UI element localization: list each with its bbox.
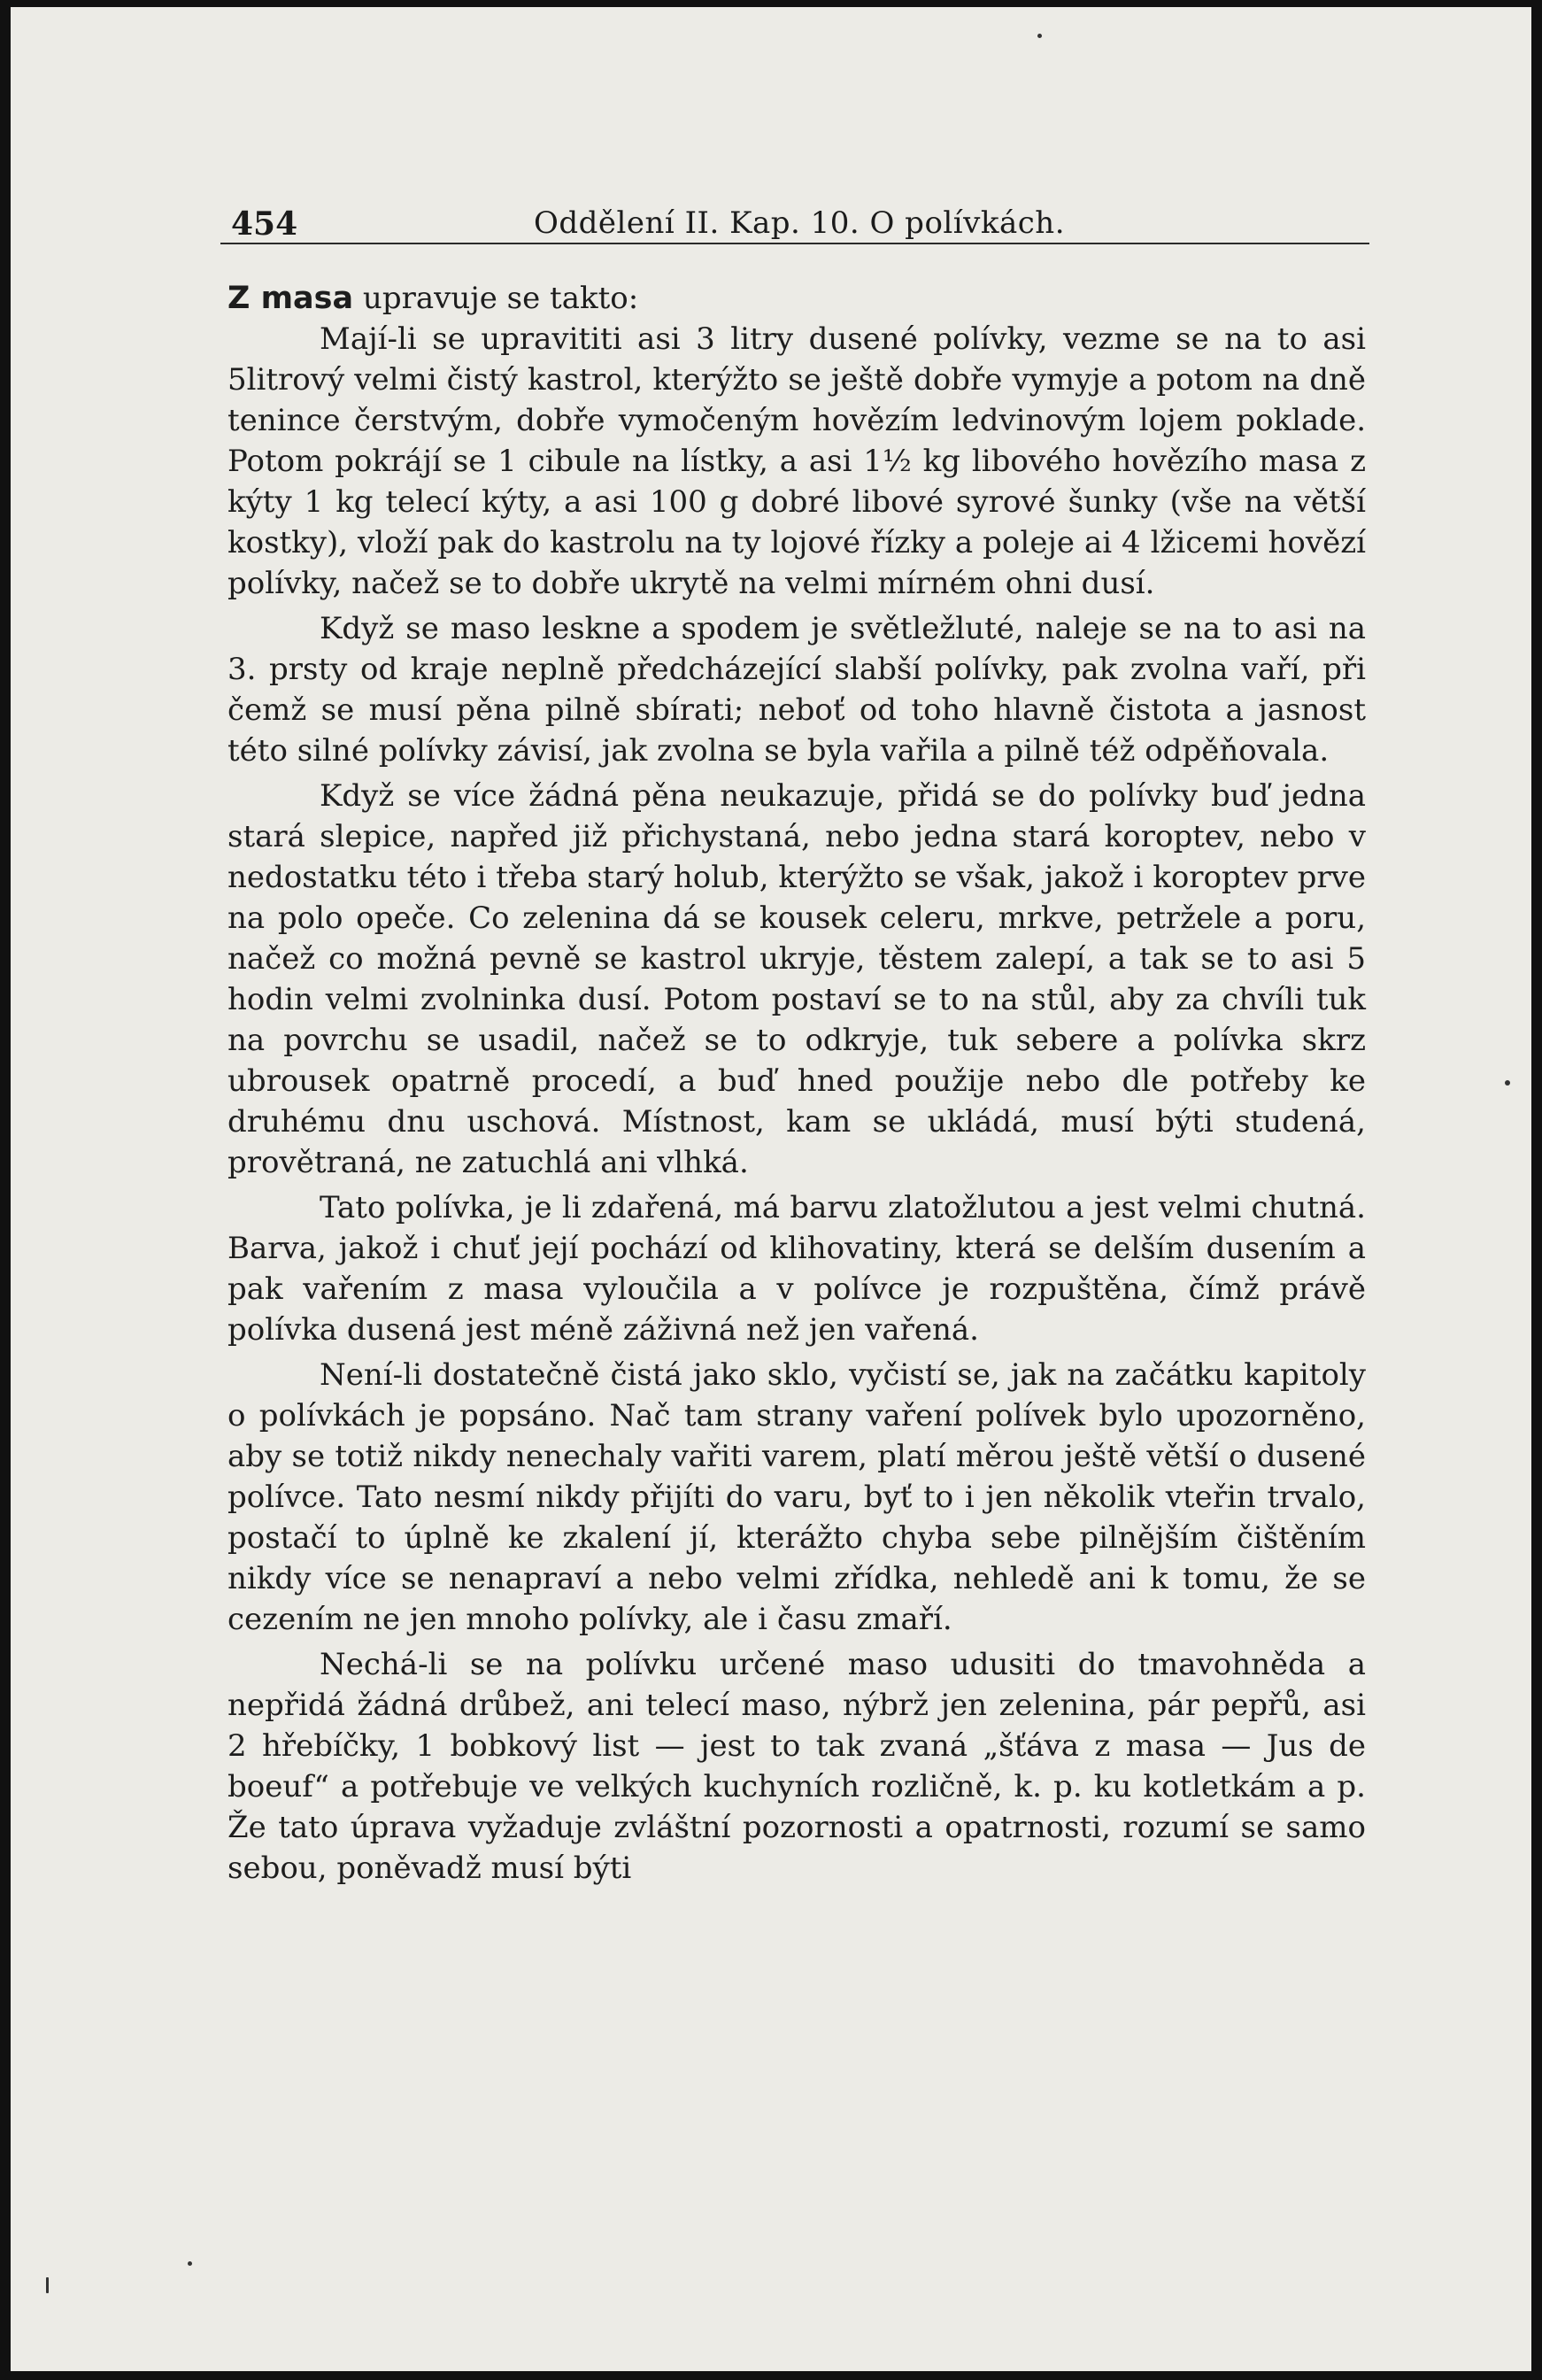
paragraph-3: Když se více žádná pěna neukazuje, přidá se do polívky buď jedna stará slepice, napřed již přichystaná, nebo jedna stará koroptev, nebo v nedostatku této i třeba starý holub, kterýžto se však, jakož i koroptev prve na polo opeče. Co zelenina dá se kousek celeru, mrkve, petržele a poru, načež co možná pevně se kastrol ukryje, těstem zalepí, a tak se to asi 5 hodin velmi zvolninka dusí. Potom postaví se to na stůl, aby za chvíli tuk na povrchu se usadil, načež se to odkryje, tuk sebere a polívka skrz ubrousek opatrně procedí, a buď hned použije nebo dle potřeby ke druhému dnu uschová. Místnost, kam se ukládá, musí býti studená, provětraná, ne zatuchlá ani vlhká. bbox=[227, 778, 1366, 1180]
section-lead: Z masa bbox=[227, 281, 354, 316]
running-head: Oddělení II. Kap. 10. O polívkách. bbox=[534, 205, 1065, 241]
intro-line bbox=[227, 278, 1366, 319]
scan-speck bbox=[1505, 1080, 1510, 1086]
paragraph-4: Tato polívka, je li zdařená, má barvu zlatožlutou a jest velmi chutná. Barva, jakož i chuť její pochází od klihovatiny, která se delším dusením a pak vařením z masa vyloučila a v polívce je rozpuštěna, čímž právě polívka dusená jest méně záživná než jen vařená. bbox=[227, 1190, 1366, 1348]
page-number: 454 bbox=[231, 205, 298, 243]
page-header bbox=[220, 200, 1369, 244]
scan-speck bbox=[1037, 34, 1042, 38]
body-text bbox=[227, 278, 1366, 1893]
paragraph-2: Když se maso leskne a spodem je světležluté, naleje se na to asi na 3. prsty od kraje neplně předcházející slabší polívky, pak zvolna vaří, při čemž se musí pěna pilně sbírati; neboť od toho hlavně čistota a jasnost této silné polívky závisí, jak zvolna se byla vařila a pilně též odpěňovala. bbox=[227, 611, 1366, 769]
scan-speck bbox=[188, 2261, 192, 2266]
paragraph-6: Nechá-li se na polívku určené maso udusiti do tmavohněda a nepřidá žádná drůbež, ani telecí maso, nýbrž jen zelenina, pár pepřů, asi 2 hřebíčky, 1 bobkový list — jest to tak zvaná „šťáva z masa — Jus de boeuf“ a potřebuje ve velkých kuchyních rozličně, k. p. ku kotletkám a p. Že tato úprava vyžaduje zvláštní pozornosti a opatrnosti, rozumí se samo sebou, poněvadž musí býti bbox=[227, 1647, 1366, 1886]
paragraph-5: Není-li dostatečně čistá jako sklo, vyčistí se, jak na začátku kapitoly o polívkách je popsáno. Nač tam strany vaření polívek bylo upozorněno, aby se totiž nikdy nenechaly vařiti varem, platí měrou ještě větší o dusené polívce. Tato nesmí nikdy přijíti do varu, byť to i jen několik vteřin trvalo, postačí to úplně ke zkalení jí, kterážto chyba sebe pilnějším čištěním nikdy více se nenapraví a nebo velmi zřídka, nehledě ani k tomu, že se cezením ne jen mnoho polívky, ale i času zmaří. bbox=[227, 1357, 1366, 1637]
book-page bbox=[11, 7, 1531, 2371]
intro-rest: upravuje se takto: bbox=[362, 281, 639, 316]
paragraph-1: Mají-li se upravititi asi 3 litry dusené polívky, vezme se na to asi 5litrový velmi čistý kastrol, kterýžto se ještě dobře vymyje a potom na dně tenince čerstvým, dobře vymočeným hovězím ledvinovým lojem poklade. Potom pokrájí se 1 cibule na lístky, a asi 1½ kg libového hovězího masa z kýty 1 kg telecí kýty, a asi 100 g dobré libové syrové šunky (vše na větší kostky), vloží pak do kastrolu na ty lojové řízky a poleje ai 4 lžicemi hovězí polívky, načež se to dobře ukrytě na velmi mírném ohni dusí. bbox=[227, 321, 1366, 601]
scan-speck bbox=[46, 2277, 49, 2293]
